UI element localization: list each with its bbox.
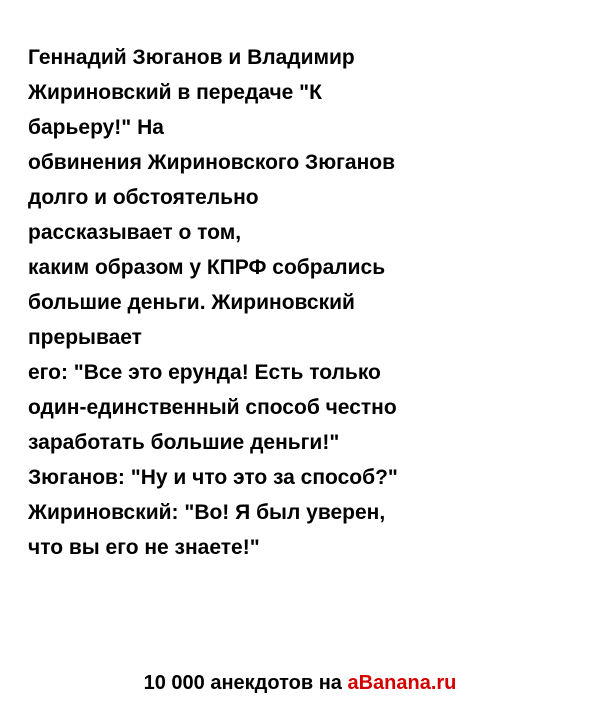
footer-attribution bbox=[0, 672, 600, 695]
joke-line: рассказывает о том, bbox=[28, 221, 242, 244]
joke-line: что вы его не знаете!" bbox=[28, 536, 260, 559]
joke-text-block bbox=[28, 40, 576, 565]
brand-name: Banana.ru bbox=[358, 672, 457, 694]
joke-line: долго и обстоятельно bbox=[28, 186, 259, 209]
joke-line: его: "Все это ерунда! Есть только bbox=[28, 361, 381, 384]
joke-line: Жириновский в передаче "К bbox=[28, 81, 322, 104]
joke-line: каким образом у КПРФ собрались bbox=[28, 256, 386, 279]
joke-line: Зюганов: "Ну и что это за способ?" bbox=[28, 466, 398, 489]
site-brand bbox=[347, 672, 456, 694]
joke-line: большие деньги. Жириновский bbox=[28, 291, 355, 314]
joke-line: заработать большие деньги!" bbox=[28, 431, 340, 454]
joke-line: Геннадий Зюганов и Владимир bbox=[28, 46, 355, 69]
joke-line: барьеру!" На bbox=[28, 116, 164, 139]
footer-label: 10 000 анекдотов на bbox=[143, 672, 348, 694]
joke-line: прерывает bbox=[28, 326, 142, 349]
brand-initial: a bbox=[347, 672, 359, 694]
joke-line: Жириновский: "Во! Я был уверен, bbox=[28, 501, 386, 524]
joke-line: обвинения Жириновского Зюганов bbox=[28, 151, 395, 174]
joke-line: один-единственный способ честно bbox=[28, 396, 397, 419]
